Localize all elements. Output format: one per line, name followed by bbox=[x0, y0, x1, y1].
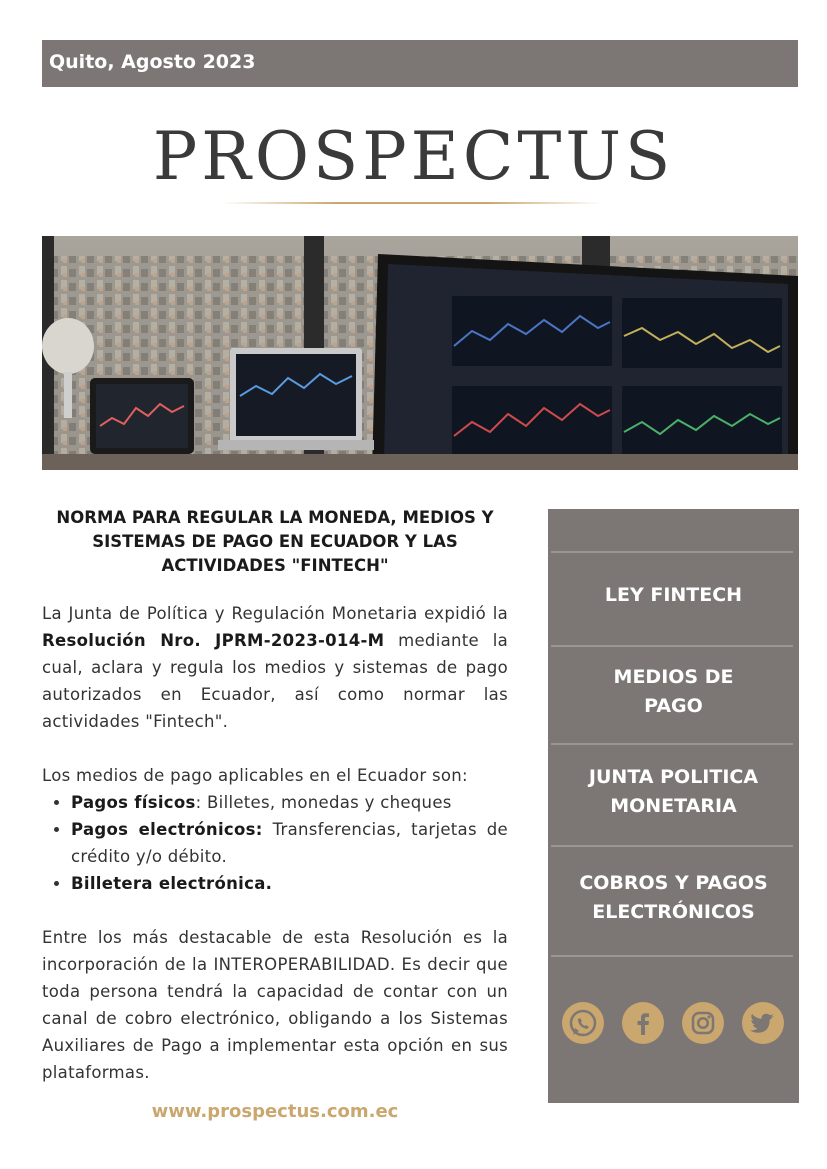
article-paragraph-3: Entre los más destacable de esta Resolución es la incorporación de la INTEROPERABILIDAD. Es decir que toda persona tendrá la capacidad de contar con un canal de cobro electrónico, obligando a los Sistemas Auxiliares de Pago a implementar esta opción en sus plataformas. bbox=[42, 928, 508, 1082]
sidebar-item-junta-politica[interactable] bbox=[548, 763, 799, 821]
article-headline: NORMA PARA REGULAR LA MONEDA, MEDIOS Y SISTEMAS DE PAGO EN ECUADOR Y LAS ACTIVIDADES "FINTECH" bbox=[56, 508, 494, 575]
payment-methods-list bbox=[42, 789, 508, 897]
logo: PROSPECTUS bbox=[152, 118, 675, 195]
list-intro: Los medios de pago aplicables en el Ecuador son: bbox=[42, 766, 468, 785]
sidebar-divider bbox=[551, 845, 793, 847]
resolution-number: Resolución Nro. JPRM-2023-014-M bbox=[42, 631, 385, 650]
facebook-icon[interactable] bbox=[622, 1002, 664, 1044]
whatsapp-icon[interactable] bbox=[562, 1002, 604, 1044]
sidebar-divider bbox=[551, 955, 793, 957]
list-item-bold: Pagos físicos bbox=[71, 793, 196, 812]
sidebar-item-label: MONETARIA bbox=[610, 795, 737, 817]
list-item-bold: Billetera electrónica. bbox=[71, 874, 273, 893]
sidebar-item-label: LEY FINTECH bbox=[604, 584, 743, 606]
p1-text-after: mediante la cual, aclara y regula los medios y sistemas de pago autorizados en Ecuador, así como normar las actividades "Fintech". bbox=[42, 631, 508, 731]
sidebar-item-label: COBROS Y PAGOS bbox=[579, 872, 768, 894]
p1-text-before: La Junta de Política y Regulación Monetaria expidió la bbox=[42, 604, 508, 623]
list-item-bold: Pagos electrónicos: bbox=[71, 820, 263, 839]
sidebar-item-medios-de-pago[interactable] bbox=[548, 663, 799, 721]
sidebar-divider bbox=[551, 743, 793, 745]
list-item-text: Transferencias, tarjetas de crédito y/o débito. bbox=[71, 820, 508, 866]
sidebar-item-label: PAGO bbox=[644, 695, 703, 717]
list-item bbox=[71, 789, 508, 816]
sidebar-item-ley-fintech[interactable] bbox=[548, 581, 799, 610]
article bbox=[42, 506, 508, 1086]
sidebar-item-label: ELECTRÓNICOS bbox=[592, 901, 755, 923]
sidebar-item-label: JUNTA POLITICA bbox=[588, 766, 759, 788]
date-banner bbox=[42, 40, 798, 87]
sidebar-divider bbox=[551, 645, 793, 647]
trading-monitors-image bbox=[42, 236, 798, 470]
article-paragraph-1 bbox=[42, 600, 508, 735]
sidebar-divider bbox=[551, 551, 793, 553]
sidebar-item-label: MEDIOS DE bbox=[613, 666, 734, 688]
hero-image bbox=[42, 236, 798, 470]
website-link[interactable]: www.prospectus.com.ec bbox=[151, 1101, 399, 1122]
instagram-icon[interactable] bbox=[682, 1002, 724, 1044]
list-item-text: : Billetes, monedas y cheques bbox=[195, 793, 452, 812]
logo-divider bbox=[222, 202, 602, 204]
list-item bbox=[71, 816, 508, 870]
twitter-icon[interactable] bbox=[742, 1002, 784, 1044]
sidebar-item-cobros-pagos[interactable] bbox=[548, 869, 799, 927]
date-location: Quito, Agosto 2023 bbox=[49, 51, 256, 73]
list-item bbox=[71, 870, 508, 897]
